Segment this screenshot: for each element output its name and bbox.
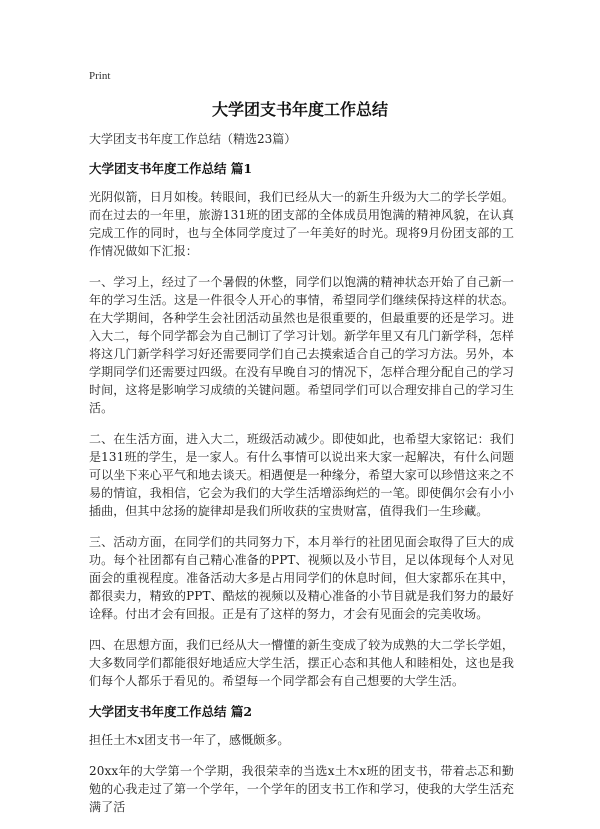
document-subtitle: 大学团支书年度工作总结（精选23篇） bbox=[89, 132, 297, 146]
paragraph: 20xx年的大学第一个学期，我很荣幸的当选x土木x班的团支书，带着忐忑和勤勉的心我走过了第一个学年，一个学年的团支书工作和学习，使我的大学生活充满了活 bbox=[89, 764, 514, 814]
page-title: 大学团支书年度工作总结 bbox=[211, 100, 388, 119]
section-heading: 大学团支书年度工作总结 篇2 bbox=[89, 704, 253, 719]
section-heading: 大学团支书年度工作总结 篇1 bbox=[89, 161, 253, 176]
paragraph: 担任土木x团支书一年了，感慨颇多。 bbox=[89, 733, 290, 747]
paragraph: 一、学习上，经过了一个暑假的休整，同学们以饱满的精神状态开始了自己新一年的学习生活。这是一件很令人开心的事情，希望同学们继续保持这样的状态。在大学期间，各种学生会社团活动虽然也是很重要的，但最重要的还是学习。进入大二，每个同学都会为自己制订了学习计划。新学年里又有几门新学科，怎样将这几门新学科学习好还需要同学们自己去摸索适合自己的学习方法。另外，本学期同学们还需要过四级。在没有早晚自习的情况下，怎样合理分配自己的学习时间，这将是影响学习成绩的关键问题。希望同学们可以合理安排自己的学习生活。 bbox=[89, 275, 514, 415]
print-link[interactable]: Print bbox=[89, 70, 111, 82]
paragraph: 二、在生活方面，进入大二，班级活动减少。即使如此，也希望大家铭记：我们是131班的学生，是一家人。有什么事情可以说出来大家一起解决，有什么问题可以坐下来心平气和地去谈天。相遇便是一种缘分，希望大家可以珍惜这来之不易的情谊，我相信，它会为我们的大学生活增添绚烂的一笔。即使偶尔会有小小插曲，但其中忿扬的旋律却是我们所收获的宝贵财富，值得我们一生珍藏。 bbox=[89, 432, 514, 518]
paragraph: 四、在思想方面，我们已经从大一懵懂的新生变成了较为成熟的大二学长学姐，大多数同学们都能很好地适应大学生活，摆正心态和其他人和睦相处，这也是我们每个人都乐于看见的。希望每一个同学都会有自己想要的大学生活。 bbox=[89, 638, 514, 688]
paragraph: 三、活动方面，在同学们的共同努力下，本月举行的社团见面会取得了巨大的成功。每个社团都有自己精心准备的PPT、视频以及小节目，足以体现每个人对见面会的重视程度。准备活动大多是占用同学们的休息时间，但大家都乐在其中，都很卖力，精致的PPT、酷炫的视频以及精心准备的小节目就是我们努力的最好诠释。付出才会有回报。正是有了这样的努力，才会有见面会的完美收场。 bbox=[89, 535, 514, 621]
paragraph: 光阴似箭，日月如梭。转眼间，我们已经从大一的新生升级为大二的学长学姐。而在过去的一年里，旅游131班的团支部的全体成员用饱满的精神风貌，在认真完成工作的同时，也与全体同学度过了一年美好的时光。现将9月份团支部的工作情况做如下汇报： bbox=[89, 190, 514, 258]
document-body bbox=[89, 130, 514, 829]
